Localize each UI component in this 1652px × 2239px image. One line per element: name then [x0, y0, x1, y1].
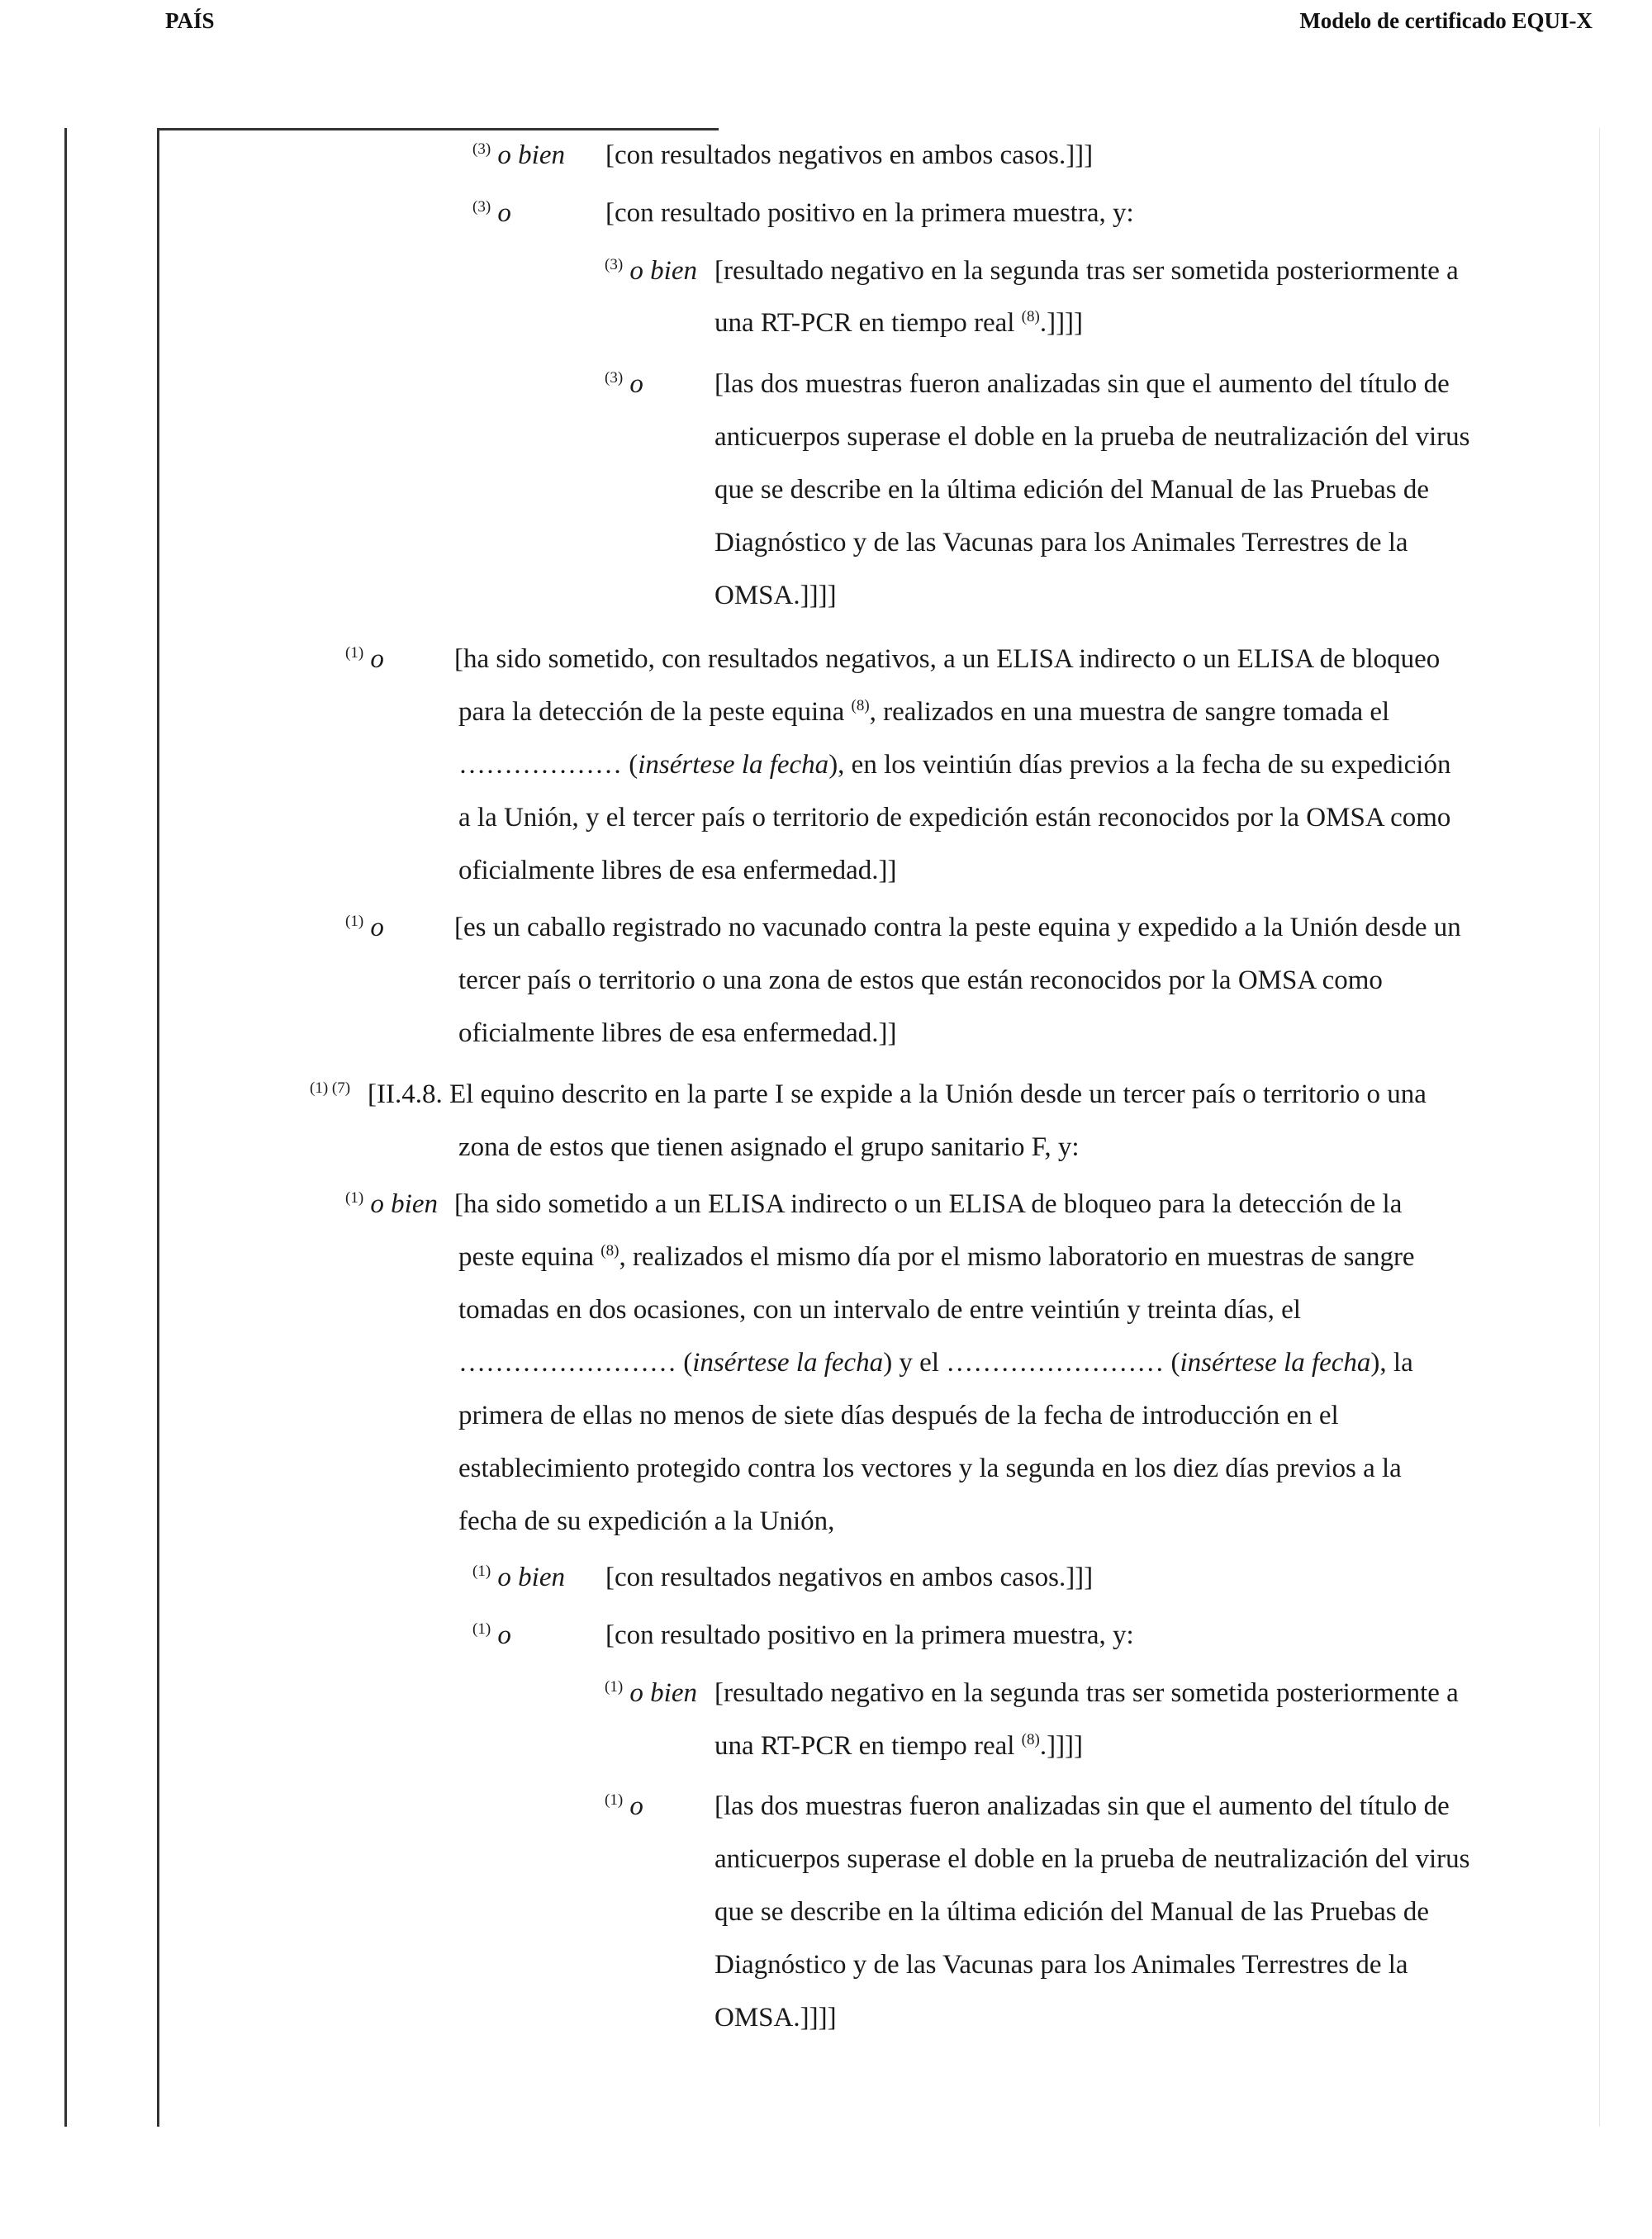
text-line: [resultado negativo en la segunda tras ser sometida posteriormente a — [714, 256, 1459, 286]
footnote-ref: (1) — [345, 1189, 364, 1207]
frame-left-outer-border — [64, 128, 67, 2127]
header-country: PAÍS — [165, 8, 215, 33]
footnote-ref: (8) — [851, 697, 870, 714]
option-word: o — [629, 1791, 643, 1821]
text-line: [las dos muestras fueron analizadas sin que el aumento del título de — [714, 1791, 1450, 1821]
option-word: o bien — [370, 1189, 438, 1219]
footnote-ref: (1) — [345, 913, 364, 930]
text-line: zona de estos que tienen asignado el grupo sanitario F, y: — [458, 1132, 1080, 1162]
option-word: o — [370, 913, 384, 942]
text-line: tercer país o territorio o una zona de estos que están reconocidos por la OMSA como — [458, 965, 1383, 995]
text-line: que se describe en la última edición del Manual de las Pruebas de — [714, 1897, 1430, 1927]
date-placeholder: …………………… ( — [458, 1348, 693, 1378]
text-line: OMSA.]]]] — [714, 581, 837, 610]
option-word: o — [629, 369, 643, 399]
text-line: anticuerpos superase el doble en la prueba de neutralización del virus — [714, 1844, 1470, 1874]
text-line: [con resultado positivo en la primera muestra, y: — [605, 1620, 1134, 1650]
footnote-ref: (3) — [472, 198, 491, 216]
text-line: OMSA.]]]] — [714, 2003, 837, 2033]
text-line: [ha sido sometido a un ELISA indirecto o un ELISA de bloqueo para la detección de la — [454, 1189, 1403, 1219]
footnote-ref: (1) — [472, 1563, 491, 1580]
text-line: una RT-PCR en tiempo real $^{(8)}$.]]]] — [714, 1731, 1084, 1761]
text-line: para la detección de la peste equina $^{(8)}$, realizados en una muestra de sangre tomada el — [458, 697, 1390, 727]
text-line: oficialmente libres de esa enfermedad.]] — [458, 856, 897, 885]
option-marker — [472, 139, 565, 172]
text-line: [con resultados negativos en ambos casos.]]] — [605, 140, 1094, 170]
frame-top-border — [157, 128, 719, 130]
text-line: a la Unión, y el tercer país o territorio de expedición están reconocidos por la OMSA como — [458, 803, 1451, 833]
text-line: primera de ellas no menos de siete días después de la fecha de introducción en el — [458, 1401, 1339, 1430]
text-line: peste equina $^{(8)}$, realizados el mismo día por el mismo laboratorio en muestras de sangre — [458, 1242, 1415, 1272]
footnote-ref: (1) — [605, 1791, 624, 1809]
option-marker — [472, 197, 511, 230]
header-certificate-model: Modelo de certificado EQUI-X — [1299, 8, 1593, 33]
text-line: [con resultados negativos en ambos casos.]]] — [605, 1563, 1094, 1592]
text-line: [resultado negativo en la segunda tras ser sometida posteriormente a — [714, 1678, 1459, 1708]
text-line: [con resultado positivo en la primera muestra, y: — [605, 198, 1134, 228]
footnote-ref: (1) — [472, 1620, 491, 1638]
text-line: fecha de su expedición a la Unión, — [458, 1506, 835, 1536]
option-marker — [345, 911, 384, 944]
text-line: una RT-PCR en tiempo real $^{(8)}$.]]]] — [714, 308, 1084, 338]
text-line: Diagnóstico y de las Vacunas para los Animales Terrestres de la — [714, 528, 1408, 557]
text-line: Diagnóstico y de las Vacunas para los Animales Terrestres de la — [714, 1950, 1408, 1980]
option-marker — [605, 254, 697, 287]
option-marker — [605, 368, 643, 401]
text-line: [ha sido sometido, con resultados negativos, a un ELISA indirecto o un ELISA de bloqueo — [454, 644, 1441, 674]
option-word: o — [497, 1620, 511, 1650]
text-line: [las dos muestras fueron analizadas sin que el aumento del título de — [714, 369, 1450, 399]
footnote-ref: (8) — [601, 1242, 620, 1259]
text-line: que se describe en la última edición del Manual de las Pruebas de — [714, 475, 1430, 505]
option-marker — [310, 1078, 350, 1111]
section-heading-line: [II.4.8. El equino descrito en la parte I se expide a la Unión desde un tercer país o territorio o una — [368, 1079, 1427, 1109]
text-line: anticuerpos superase el doble en la prueba de neutralización del virus — [714, 422, 1470, 452]
option-word: o — [497, 198, 511, 228]
option-marker — [472, 1561, 565, 1594]
footnote-ref: (8) — [1021, 308, 1040, 325]
footnote-ref: (3) — [605, 369, 624, 387]
text-line: …………………… (insértese la fecha) y el …………………… (insértese la fecha), la — [458, 1348, 1413, 1378]
option-word: o bien — [497, 140, 565, 170]
text-line: establecimiento protegido contra los vectores y la segunda en los diez días previos a la — [458, 1454, 1402, 1483]
footnote-ref: (3) — [605, 256, 624, 273]
text-line: [es un caballo registrado no vacunado contra la peste equina y expedido a la Unión desde un — [454, 913, 1461, 942]
footnote-ref: (8) — [1021, 1731, 1040, 1748]
option-marker — [345, 643, 384, 676]
date-placeholder: ……………… ( — [458, 750, 638, 780]
text-line: tomadas en dos ocasiones, con un intervalo de entre veintiún y treinta días, el — [458, 1295, 1301, 1325]
option-marker — [472, 1619, 511, 1652]
frame-left-inner-border — [157, 128, 159, 2127]
footnote-ref: (1) — [345, 644, 364, 662]
frame-right-border — [1599, 128, 1600, 2127]
option-word: o — [370, 644, 384, 674]
option-word: o bien — [629, 1678, 697, 1708]
option-marker — [605, 1790, 643, 1823]
option-marker — [345, 1188, 438, 1221]
footnote-ref: (1) — [605, 1678, 624, 1696]
option-word: o bien — [497, 1563, 565, 1592]
option-word: o bien — [629, 256, 697, 286]
text-line: oficialmente libres de esa enfermedad.]] — [458, 1018, 897, 1048]
option-marker — [605, 1677, 697, 1710]
footnote-ref: (1) (7) — [310, 1079, 351, 1097]
footnote-ref: (3) — [472, 140, 491, 158]
text-line: ……………… (insértese la fecha), en los veintiún días previos a la fecha de su expedición — [458, 750, 1451, 780]
